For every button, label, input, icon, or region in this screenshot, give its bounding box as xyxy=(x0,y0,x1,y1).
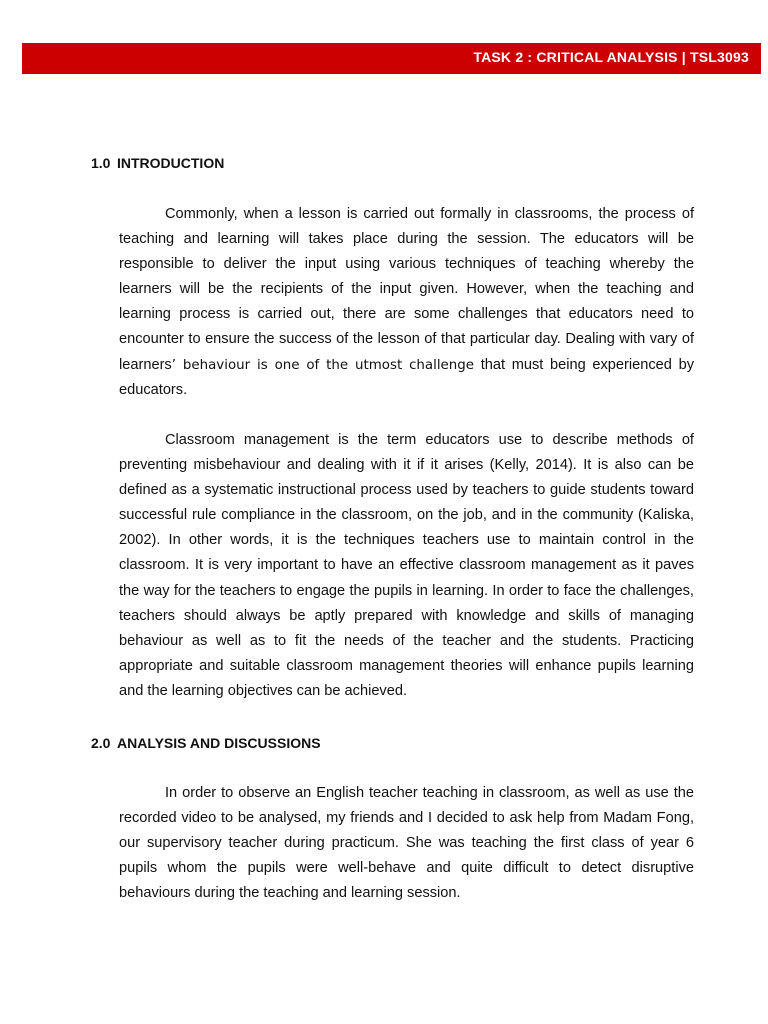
section-heading-analysis xyxy=(91,735,321,751)
intro-paragraph-1-highlight: ’ behaviour is one of the utmost challenge xyxy=(171,357,475,373)
header-bar xyxy=(22,43,761,74)
header-title: TASK 2 : CRITICAL ANALYSIS | TSL3093 xyxy=(473,49,749,65)
section-heading-introduction xyxy=(91,155,224,171)
intro-paragraph-1 xyxy=(119,202,694,403)
analysis-paragraph-1: In order to observe an English teacher teaching in classroom, as well as use the recorded video to be analysed, my friends and I decided to ask help from Madam Fong, our supervisory teacher during practicum. She was teaching the first class of year 6 pupils whom the pupils were well-behave and quite difficult to detect disruptive behaviours during the teaching and learning session. xyxy=(119,785,694,902)
intro-paragraph-1-text: Commonly, when a lesson is carried out formally in classrooms, the process of teaching and learning will takes place during the session. The educators will be responsible to deliver the input using various techniques of teaching whereby the learners will be the recipients of the input given. However, when the teaching and learning process is carried out, there are some challenges that educators need to encounter to ensure the success of the lesson of that particular day. Dealing with vary of learners xyxy=(119,206,694,373)
section-title: INTRODUCTION xyxy=(117,155,225,171)
intro-paragraph-1-end: that must being experienced by educators. xyxy=(119,356,694,398)
section-number: 2.0 xyxy=(91,735,111,751)
section-number: 1.0 xyxy=(91,155,111,171)
intro-paragraph-2: Classroom management is the term educators use to describe methods of preventing misbehaviour and dealing with it if it arises (Kelly, 2014). It is also can be defined as a systematic instructional process used by teachers to guide students toward successful rule compliance in the classroom, on the job, and in the community (Kaliska, 2002). In other words, it is the techniques teachers use to maintain control in the classroom. It is very important to have an effective classroom management as it paves the way for the teachers to engage the pupils in learning. In order to face the challenges, teachers should always be aptly prepared with knowledge and skills of managing behaviour as well as to fit the needs of the teacher and the students. Practicing appropriate and suitable classroom management theories will enhance pupils learning and the learning objectives can be achieved. xyxy=(119,432,694,699)
section-title: ANALYSIS AND DISCUSSIONS xyxy=(117,735,321,751)
